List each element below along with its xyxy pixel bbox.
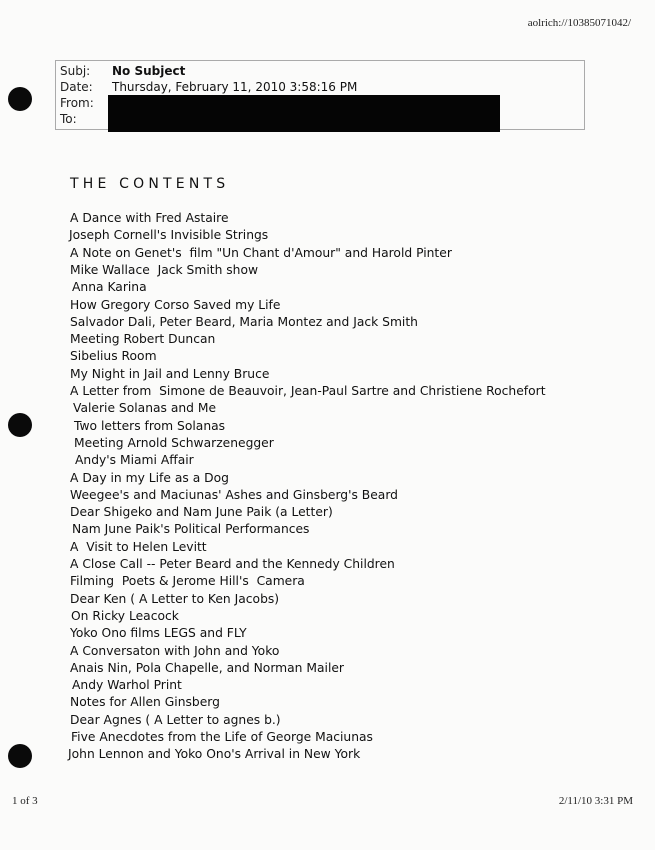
contents-item: My Night in Jail and Lenny Bruce [70,366,270,381]
to-label: To: [60,112,77,126]
document-reference: aolrich://10385071042/ [527,17,631,29]
contents-item: Notes for Allen Ginsberg [70,695,220,710]
punch-hole-bottom [8,744,32,768]
contents-item: Dear Shigeko and Nam June Paik (a Letter) [70,505,333,520]
contents-item: A Letter from Simone de Beauvoir, Jean-Paul Sartre and Christiene Rochefort [70,384,546,398]
contents-item: Joseph Cornell's Invisible Strings [69,228,269,243]
redaction-block [108,95,500,132]
subject-label: Subj: [60,64,91,78]
contents-item: A Dance with Fred Astaire [70,211,229,225]
contents-item: Meeting Robert Duncan [70,332,216,347]
contents-item: Meeting Arnold Schwarzenegger [74,435,274,450]
date-value: Thursday, February 11, 2010 3:58:16 PM [112,80,358,94]
punch-hole-middle [8,413,32,437]
contents-item: A Day in my Life as a Dog [70,470,229,485]
subject-value: No Subject [112,64,186,78]
date-label: Date: [60,80,93,94]
contents-item: Salvador Dali, Peter Beard, Maria Montez and Jack Smith [70,314,418,329]
date-row [56,80,584,96]
contents-item: A Conversaton with John and Yoko [70,643,280,658]
contents-item: Weegee's and Maciunas' Ashes and Ginsberg's Beard [70,487,398,502]
contents-item: John Lennon and Yoko Ono's Arrival in New York [68,747,361,762]
contents-item: On Ricky Leacock [71,608,179,623]
contents-item: Anna Karina [72,280,147,295]
contents-item: How Gregory Corso Saved my Life [70,297,281,312]
contents-item: A Visit to Helen Levitt [70,539,207,554]
contents-item: A Note on Genet's film "Un Chant d'Amour" and Harold Pinter [70,245,452,260]
contents-item: Andy's Miami Affair [75,453,194,468]
page-number: 1 of 3 [12,795,38,807]
punch-hole-top [8,87,32,111]
from-label: From: [60,96,94,110]
contents-item: Mike Wallace Jack Smith show [70,262,259,277]
contents-item: Five Anecdotes from the Life of George Maciunas [71,730,373,744]
contents-item: Dear Ken ( A Letter to Ken Jacobs) [70,591,280,606]
contents-item: Sibelius Room [70,349,157,364]
contents-item: A Close Call -- Peter Beard and the Kennedy Children [70,557,395,571]
contents-item: Two letters from Solanas [74,418,226,433]
contents-item: Dear Agnes ( A Letter to agnes b.) [70,712,281,727]
contents-item: Valerie Solanas and Me [73,401,217,416]
contents-item: Filming Poets & Jerome Hill's Camera [70,574,305,589]
contents-item: Andy Warhol Print [72,678,182,693]
contents-title: THE CONTENTS [70,176,230,192]
contents-item: Anais Nin, Pola Chapelle, and Norman Mailer [70,660,344,675]
subject-row [56,64,584,80]
contents-item: Yoko Ono films LEGS and FLY [70,626,247,641]
print-timestamp: 2/11/10 3:31 PM [558,795,633,807]
contents-item: Nam June Paik's Political Performances [72,522,310,537]
